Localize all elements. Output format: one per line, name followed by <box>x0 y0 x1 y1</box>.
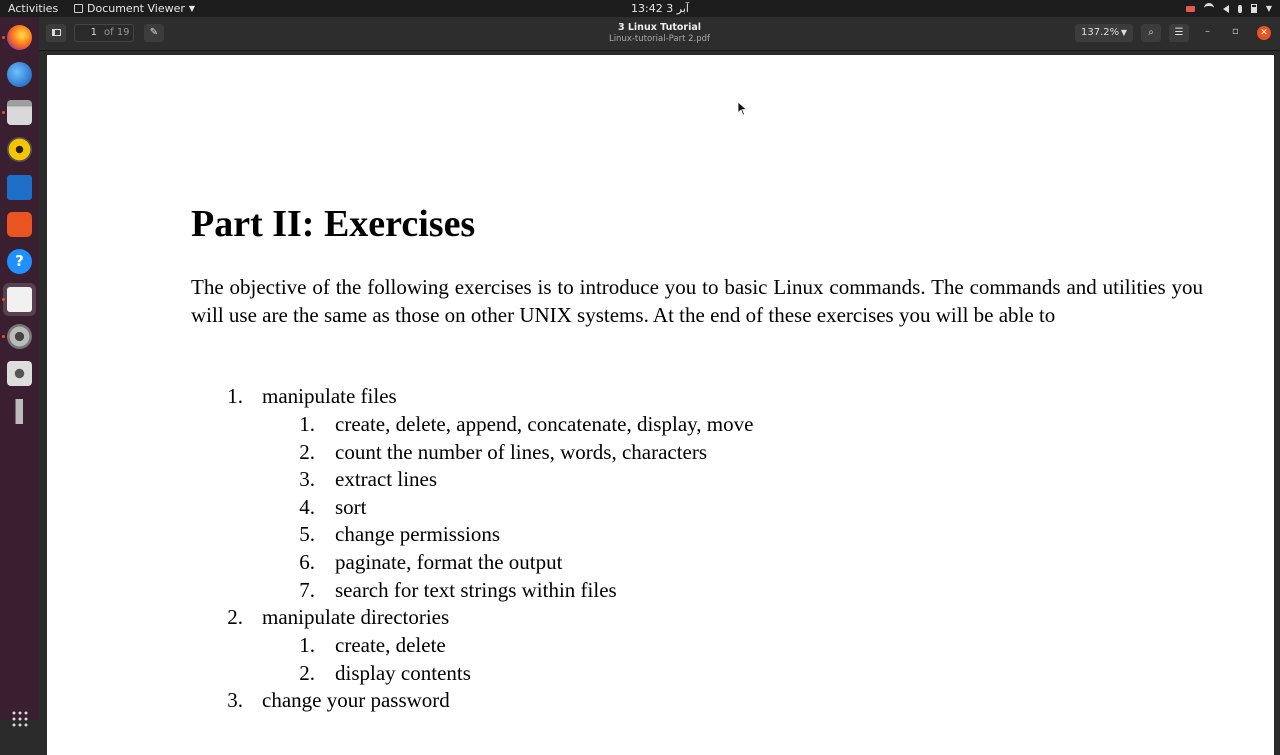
writer-icon[interactable] <box>7 175 32 200</box>
running-indicator <box>2 111 5 114</box>
page-heading: Part II: Exercises <box>191 203 476 245</box>
search-button[interactable] <box>1141 24 1161 42</box>
top-bar <box>0 0 1280 17</box>
menu-button[interactable] <box>1169 24 1189 42</box>
clock[interactable]: 13:42 3 آبر <box>631 2 689 15</box>
wifi-icon <box>1204 3 1214 14</box>
battery-icon <box>1251 4 1257 13</box>
usb-drive-icon[interactable] <box>7 399 32 424</box>
settings-icon[interactable] <box>7 324 32 349</box>
current-page[interactable]: 1 <box>90 27 97 38</box>
document-view[interactable] <box>39 51 1280 720</box>
chevron-down-icon: ▼ <box>1120 28 1127 37</box>
dock <box>0 17 39 720</box>
search-icon: ⌕ <box>1148 27 1154 38</box>
files-icon[interactable] <box>7 100 32 125</box>
zoom-level: 137.2% <box>1081 27 1120 38</box>
close-icon: ✕ <box>1260 28 1268 38</box>
document-viewer-dock-item[interactable] <box>3 283 36 316</box>
minimize-button[interactable]: – <box>1205 26 1210 37</box>
zoom-dropdown[interactable] <box>1075 24 1133 42</box>
volume-icon <box>1223 5 1229 13</box>
running-indicator <box>2 298 5 301</box>
intro-paragraph: The objective of the following exercises is to introduce you to basic Linux commands. The commands and utilities you will use are the same as those on other UNIX systems. At the end of these exercises you will be able to <box>191 275 1203 327</box>
firefox-icon[interactable] <box>7 25 32 50</box>
page-total: of 19 <box>104 27 130 38</box>
document-filename: Linux-tutorial-Part 2.pdf <box>608 34 711 44</box>
maximize-button[interactable]: ▫ <box>1232 26 1239 37</box>
chevron-down-icon: ▼ <box>188 4 196 13</box>
document-title: 3 Linux Tutorial <box>617 22 702 33</box>
document-viewer-icon <box>7 287 32 312</box>
running-indicator <box>2 335 5 338</box>
thunderbird-icon[interactable] <box>7 62 32 87</box>
system-tray[interactable] <box>1186 1 1272 16</box>
system-menu-chevron-icon: ▼ <box>1265 4 1272 13</box>
header-bar <box>39 17 1280 51</box>
screenshot-icon[interactable] <box>7 361 32 386</box>
show-applications-icon[interactable] <box>11 710 28 727</box>
close-button[interactable] <box>1257 26 1271 40</box>
mouse-pointer-icon <box>738 102 747 116</box>
rhythmbox-icon[interactable] <box>7 137 32 162</box>
help-icon[interactable]: ? <box>7 249 32 274</box>
pencil-icon: ✎ <box>149 27 159 38</box>
microphone-icon <box>1238 5 1242 13</box>
camera-indicator-icon <box>1186 6 1195 12</box>
running-indicator <box>2 36 5 39</box>
hamburger-menu-icon: ☰ <box>1174 27 1184 38</box>
activities-button[interactable]: Activities <box>8 2 59 15</box>
pdf-page: Part II: Exercises The objective of the following exercises is to introduce you to basic Linux commands. The commands and utilities you will use are the same as those on other UNIX systems. At the end of these exercises you will be able to 1. manipulate files 1. create, delete, append, concatenate, display, move 2. count the number of lines, words, characters 3. extract lines 4. sort 5. change permissions 6. paginate, format the output 7. search for text strings within files 2. manipulate directories 1. create, delete 2. display contents 3. change your password <box>47 55 1274 755</box>
app-menu-label: Document Viewer <box>87 2 185 15</box>
ubuntu-software-icon[interactable] <box>7 212 32 237</box>
